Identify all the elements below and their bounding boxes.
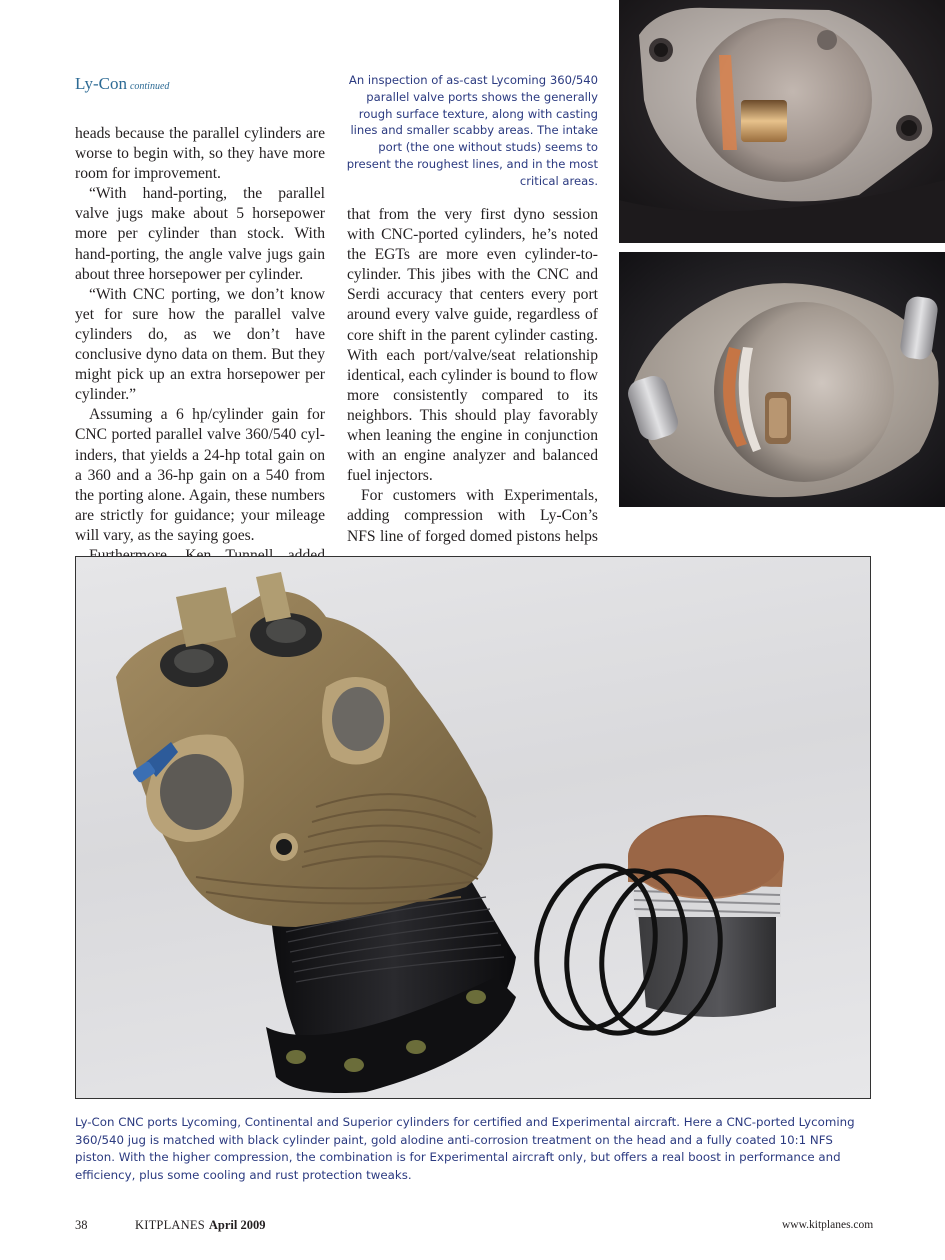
main-photo-caption: Ly-Con CNC ports Lycoming, Continental and Superior cylinders for certified and Experimental aircraft. Here a CNC-ported Lycoming 360/540 jug is matched with black cylinder paint, gold alodine anti-corrosion treatment on the head and a fully coated 10:1 NFS piston. With the higher compression, the combination is for Experimental aircraft only, but offers a real boost in performance and efficiency, plus some cooling and rust protection tweaks. xyxy=(75,1115,855,1182)
cylinder-and-piston-image xyxy=(76,557,869,1097)
paragraph: Assuming a 6 hp/cylinder gain for CNC ported parallel valve 360/540 cylinders, that yields a 24-hp total gain on a 360 and a 36-hp gain on a 540 from the porting alone. Again, these numbers are strictly for guidance; your mileage will vary, as the saying goes. xyxy=(75,406,325,544)
continued-label: continued xyxy=(129,81,170,92)
issue-date: April 2009 xyxy=(208,1218,266,1232)
intake-port-photo xyxy=(619,252,945,507)
paragraph: “With CNC porting, we don’t know yet for sure how the parallel valve cylinders do, as we don’t have conclusive dyno data on them. But they might pick up an extra horsepower per cylinder.” xyxy=(75,285,325,404)
section-header xyxy=(75,74,169,94)
article-column-2 xyxy=(347,205,598,547)
paragraph: heads because the parallel cylinders are worse to begin with, so they have more room for improvement. xyxy=(75,125,325,183)
cylinder-and-piston-photo xyxy=(75,556,871,1099)
paragraph: “With hand-porting, the parallel valve jugs make about 5 horsepower more per cylinder than stock. With hand-porting, the angle valve jugs gain about three horsepower per cylinder. xyxy=(75,185,325,283)
page-footer-left xyxy=(75,1218,265,1233)
exhaust-port-photo xyxy=(619,0,945,243)
paragraph: that from the very first dyno session with CNC-ported cylinders, he’s noted the EGTs are more even cylinder-to-cylinder. This jibes with the CNC and Serdi accuracy that centers every port around every valve guide, regardless of core shift in the parent cylinder casting. With each port/valve/seat relationship identical, each cylinder is bound to flow more consistently compared to its neighbors. This should play favorably when leaning the engine in conjunction with an engine analyzer and balanced fuel injectors. xyxy=(347,206,598,485)
intake-port-image xyxy=(619,252,945,507)
page-number: 38 xyxy=(75,1218,88,1232)
article-column-1 xyxy=(75,124,325,566)
paragraph: For customers with Experimentals, adding compression with Ly-Con’s NFS line of forged domed pistons helps xyxy=(347,487,598,545)
magazine-name: KITPLANES xyxy=(135,1218,205,1232)
section-title: Ly-Con xyxy=(75,74,127,93)
exhaust-port-image xyxy=(619,0,945,243)
top-photo-caption: An inspection of as-cast Lycoming 360/540 parallel valve ports shows the generally rough surface texture, along with casting lines and smaller scabby areas. The intake port (the one without studs) seems to present the roughest lines, and in the most critical areas. xyxy=(346,73,598,188)
website-url: www.kitplanes.com xyxy=(782,1219,874,1231)
